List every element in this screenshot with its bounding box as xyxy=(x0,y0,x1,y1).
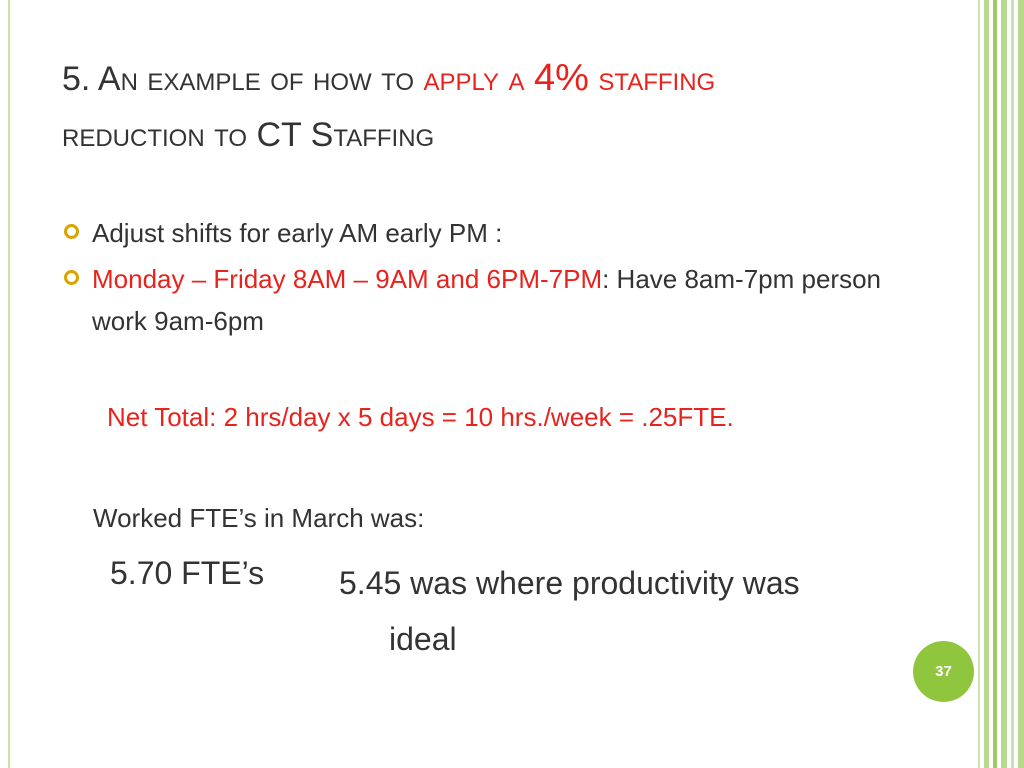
ideal-fte-line: ideal xyxy=(389,621,457,657)
page-number-badge: 37 xyxy=(913,641,974,702)
worked-fte-value: 5.70 FTE’s xyxy=(110,555,265,591)
left-frame-line xyxy=(8,0,10,768)
title-part: 4% xyxy=(533,57,589,99)
bullet-item xyxy=(62,258,922,342)
title-part: staffing xyxy=(598,60,716,98)
decor-bar xyxy=(978,0,980,768)
decor-bar xyxy=(984,0,989,768)
title-part: CT S xyxy=(256,116,334,154)
bullet-text: Adjust shifts for early AM early PM : xyxy=(92,218,503,248)
title-part: reduction to xyxy=(62,116,248,154)
title-part: taffing xyxy=(333,116,435,154)
worked-fte-label: Worked FTE’s in March was: xyxy=(93,503,425,533)
bullet-highlight-text: Monday – Friday 8AM – 9AM and 6PM-7PM xyxy=(92,264,603,294)
decor-bar xyxy=(993,0,997,768)
bullet-list xyxy=(62,212,922,346)
decor-bar xyxy=(1001,0,1007,768)
bullet-text: : Have 8am-7pm person work 9am-6pm xyxy=(92,264,882,336)
slide-title xyxy=(62,50,942,163)
title-part: n example of how to xyxy=(120,60,414,98)
net-total: Net Total: 2 hrs/day x 5 days = 10 hrs./week = .25FTE. xyxy=(107,402,734,432)
bullet-ring-icon xyxy=(64,224,79,239)
title-part: apply a xyxy=(423,60,525,98)
decor-bar xyxy=(1018,0,1024,768)
decor-bar xyxy=(1011,0,1014,768)
ideal-fte-text xyxy=(339,555,899,667)
bullet-ring-icon xyxy=(64,270,79,285)
ideal-fte-line: 5.45 was where productivity was xyxy=(339,565,800,601)
bullet-item xyxy=(62,212,922,254)
title-part: 5. A xyxy=(62,60,121,98)
